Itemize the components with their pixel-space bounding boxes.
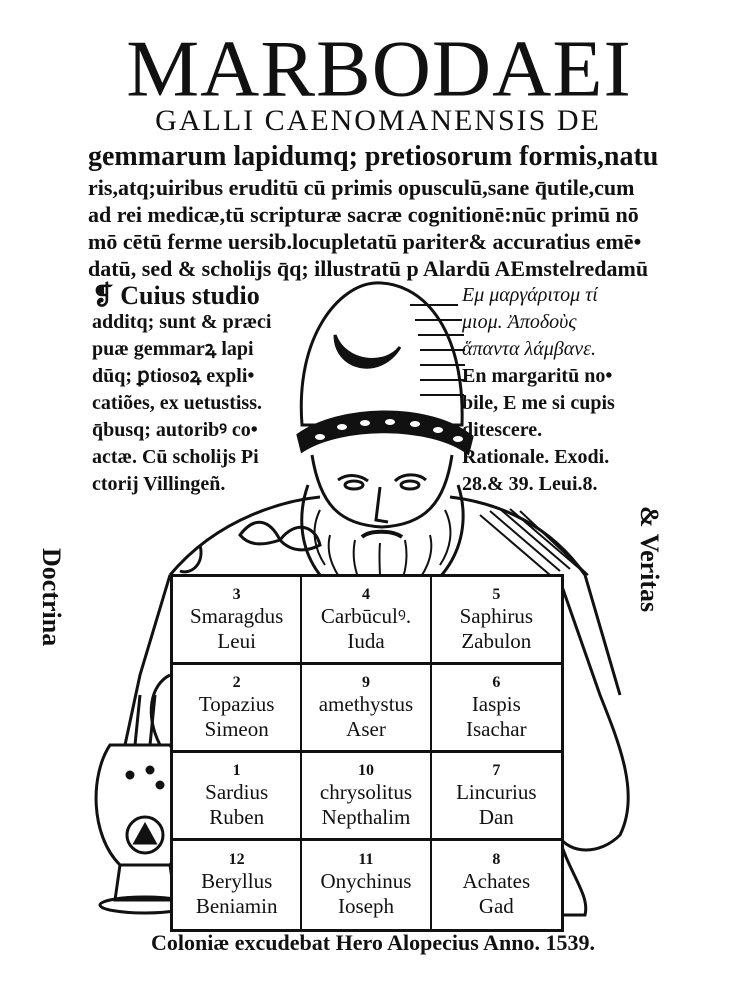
gem-name: Lincurius bbox=[456, 779, 537, 804]
gem-number: 2 bbox=[232, 673, 241, 691]
annotation-line: actæ. Cū scholijs Pi bbox=[92, 446, 259, 468]
gem-number: 5 bbox=[492, 585, 501, 603]
side-label-veritas: & Veritas bbox=[635, 506, 664, 613]
gem-number: 3 bbox=[232, 585, 241, 603]
gem-cell bbox=[173, 753, 302, 841]
greek-line: μιομ. Ἀποδοὺς bbox=[462, 311, 577, 333]
right-annotation-column bbox=[462, 282, 672, 498]
tribe-name: Aser bbox=[346, 716, 386, 741]
latin-line: bile, E me si cupis bbox=[462, 392, 615, 414]
gem-cell bbox=[432, 577, 561, 665]
greek-line: ἅπαντα λάμβανε. bbox=[462, 338, 596, 360]
gem-name: Iaspis bbox=[471, 691, 521, 716]
title-description bbox=[88, 140, 668, 282]
tribe-name: Ruben bbox=[209, 804, 265, 829]
gem-name: Sardius bbox=[205, 779, 269, 804]
gem-name: Smaragdus bbox=[190, 603, 284, 628]
gem-name: Saphirus bbox=[459, 603, 534, 628]
latin-line: ditescere. bbox=[462, 419, 543, 441]
description-line: ris,atq;uiribus eruditū cū primis opusculū,sane q̄utile,cum bbox=[88, 175, 635, 200]
tribe-name: Ioseph bbox=[337, 894, 394, 918]
annotation-line: ❡ Cuius studio bbox=[92, 281, 260, 310]
breastplate-gem-table bbox=[170, 574, 564, 932]
tribe-name: Leui bbox=[217, 628, 256, 653]
gem-name: Beryllus bbox=[201, 869, 273, 893]
gem-cell bbox=[302, 665, 431, 753]
annotation-line: catiões, ex uetustiss. bbox=[92, 392, 262, 414]
latin-line: 28.& 39. Leui.8. bbox=[462, 473, 598, 495]
gem-cell bbox=[173, 665, 302, 753]
gem-number: 12 bbox=[228, 851, 245, 868]
description-line: ad rei medicæ,tū scripturæ sacræ cognitionē:nūc primū nō bbox=[88, 202, 639, 227]
annotation-line: puæ gemmarꝝ lapi bbox=[92, 338, 254, 360]
left-annotation-column bbox=[92, 282, 292, 498]
gem-name: Achates bbox=[462, 869, 531, 893]
gem-name: Onychinus bbox=[320, 869, 412, 893]
gem-name: amethystus bbox=[318, 691, 414, 716]
latin-line: En margaritū no• bbox=[462, 365, 613, 387]
gem-cell bbox=[302, 753, 431, 841]
gem-cell bbox=[432, 665, 561, 753]
gem-name: Topazius bbox=[198, 691, 275, 716]
gem-name: chrysolitus bbox=[319, 779, 413, 804]
tribe-name: Zabulon bbox=[461, 628, 532, 653]
gem-cell bbox=[173, 577, 302, 665]
gem-cell bbox=[302, 841, 431, 929]
tribe-name: Nepthalim bbox=[321, 804, 411, 829]
description-line: gemmarum lapidumq; pretiosorum formis,natu bbox=[88, 141, 659, 172]
tribe-name: Simeon bbox=[204, 716, 269, 741]
annotation-line: additq; sunt & præci bbox=[92, 311, 272, 333]
gem-name: Carbūculꝰ. bbox=[320, 603, 412, 628]
tribe-name: Isachar bbox=[466, 716, 527, 741]
tribe-name: Gad bbox=[478, 894, 514, 918]
annotation-line: ctorij Villingeñ. bbox=[92, 473, 226, 495]
page-subtitle: GALLI CAENOMANENSIS DE bbox=[155, 104, 601, 137]
gem-number: 11 bbox=[358, 851, 374, 868]
gem-number: 10 bbox=[357, 761, 374, 779]
gem-cell bbox=[432, 841, 561, 929]
gem-cell bbox=[173, 841, 302, 929]
page-title: MARBODAEI bbox=[126, 23, 632, 114]
description-line: mō cētū ferme uersib.locupletatū pariter& accuratius emē• bbox=[88, 229, 642, 254]
greek-line: Εμ μαργάριτομ τί bbox=[462, 284, 598, 306]
annotation-line: q̄busq; autoribꝰ co• bbox=[92, 419, 258, 441]
description-line: datū, sed & scholijs q̄q; illustratū p Alardū AEmstelredamū bbox=[88, 256, 649, 281]
side-label-doctrina: Doctrina bbox=[37, 548, 66, 647]
gem-number: 4 bbox=[361, 585, 370, 603]
tribe-name: Iuda bbox=[347, 628, 385, 653]
gem-cell bbox=[302, 577, 431, 665]
gem-number: 8 bbox=[492, 851, 501, 868]
tribe-name: Beniamin bbox=[195, 894, 278, 918]
gem-cell bbox=[432, 753, 561, 841]
gem-number: 6 bbox=[492, 673, 501, 691]
gem-number: 1 bbox=[232, 761, 241, 779]
gem-number: 7 bbox=[492, 761, 501, 779]
latin-line: Rationale. Exodi. bbox=[462, 446, 610, 468]
gem-number: 9 bbox=[361, 673, 370, 691]
annotation-line: dūq; ꝑtiosoꝝ expli• bbox=[92, 365, 255, 387]
tribe-name: Dan bbox=[478, 804, 514, 829]
colophon-imprint: Coloniæ excudebat Hero Alopecius Anno. 1539. bbox=[151, 930, 595, 955]
